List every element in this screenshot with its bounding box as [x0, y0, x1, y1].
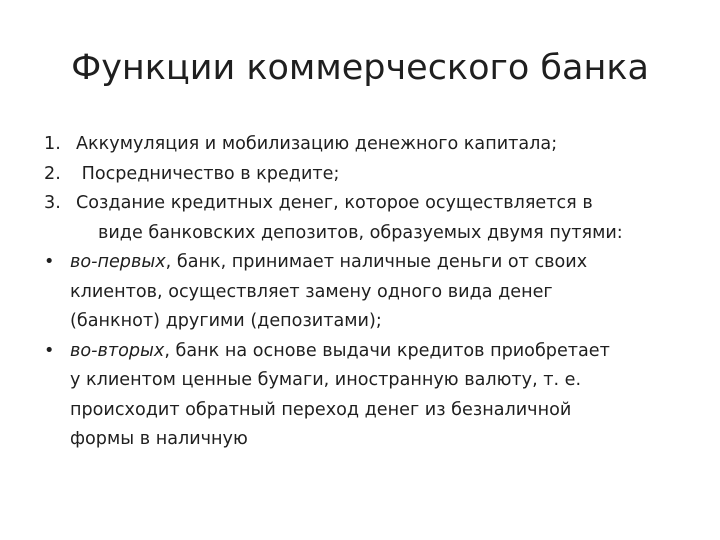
bullet-marker: •: [44, 252, 55, 272]
bullet-text-continued: (банкнот) другими (депозитами);: [70, 311, 382, 331]
bullet-text-continued: формы в наличную: [70, 429, 248, 449]
numbered-item-3: [44, 189, 694, 248]
list-number: 3.: [44, 193, 61, 213]
emphasis-text: во-вторых: [70, 340, 165, 361]
list-item-text: Посредничество в кредите;: [76, 163, 340, 184]
bullet-item-2: [44, 337, 694, 455]
list-number: 2.: [44, 163, 61, 184]
slide-content: [44, 130, 694, 455]
numbered-item-2: [44, 160, 694, 190]
bullet-text-continued: происходит обратный переход денег из безналичной: [70, 399, 572, 420]
list-item-text-continued: виде банковских депозитов, образуемых двумя путями:: [98, 222, 623, 243]
list-number: 1.: [44, 134, 61, 154]
bullet-text-continued: у клиентом ценные бумаги, иностранную валюту, т. е.: [70, 370, 582, 390]
emphasis-text: во-первых: [70, 252, 166, 272]
bullet-first-line: [44, 337, 694, 367]
list-item-text: Аккумуляция и мобилизацию денежного капитала;: [76, 134, 558, 154]
numbered-item-1: [44, 130, 694, 160]
bullet-marker: •: [44, 340, 55, 361]
bullet-first-line: [44, 248, 694, 278]
bullet-text-continued: клиентов, осуществляет замену одного вида денег: [70, 281, 553, 302]
bullet-text: , банк, принимает наличные деньги от своих: [165, 252, 588, 272]
bullet-item-1: [44, 248, 694, 337]
list-item-text: Создание кредитных денег, которое осуществляется в: [76, 193, 593, 213]
bullet-text: , банк на основе выдачи кредитов приобретает: [164, 340, 610, 361]
slide-title: Функции коммерческого банка: [71, 48, 649, 88]
